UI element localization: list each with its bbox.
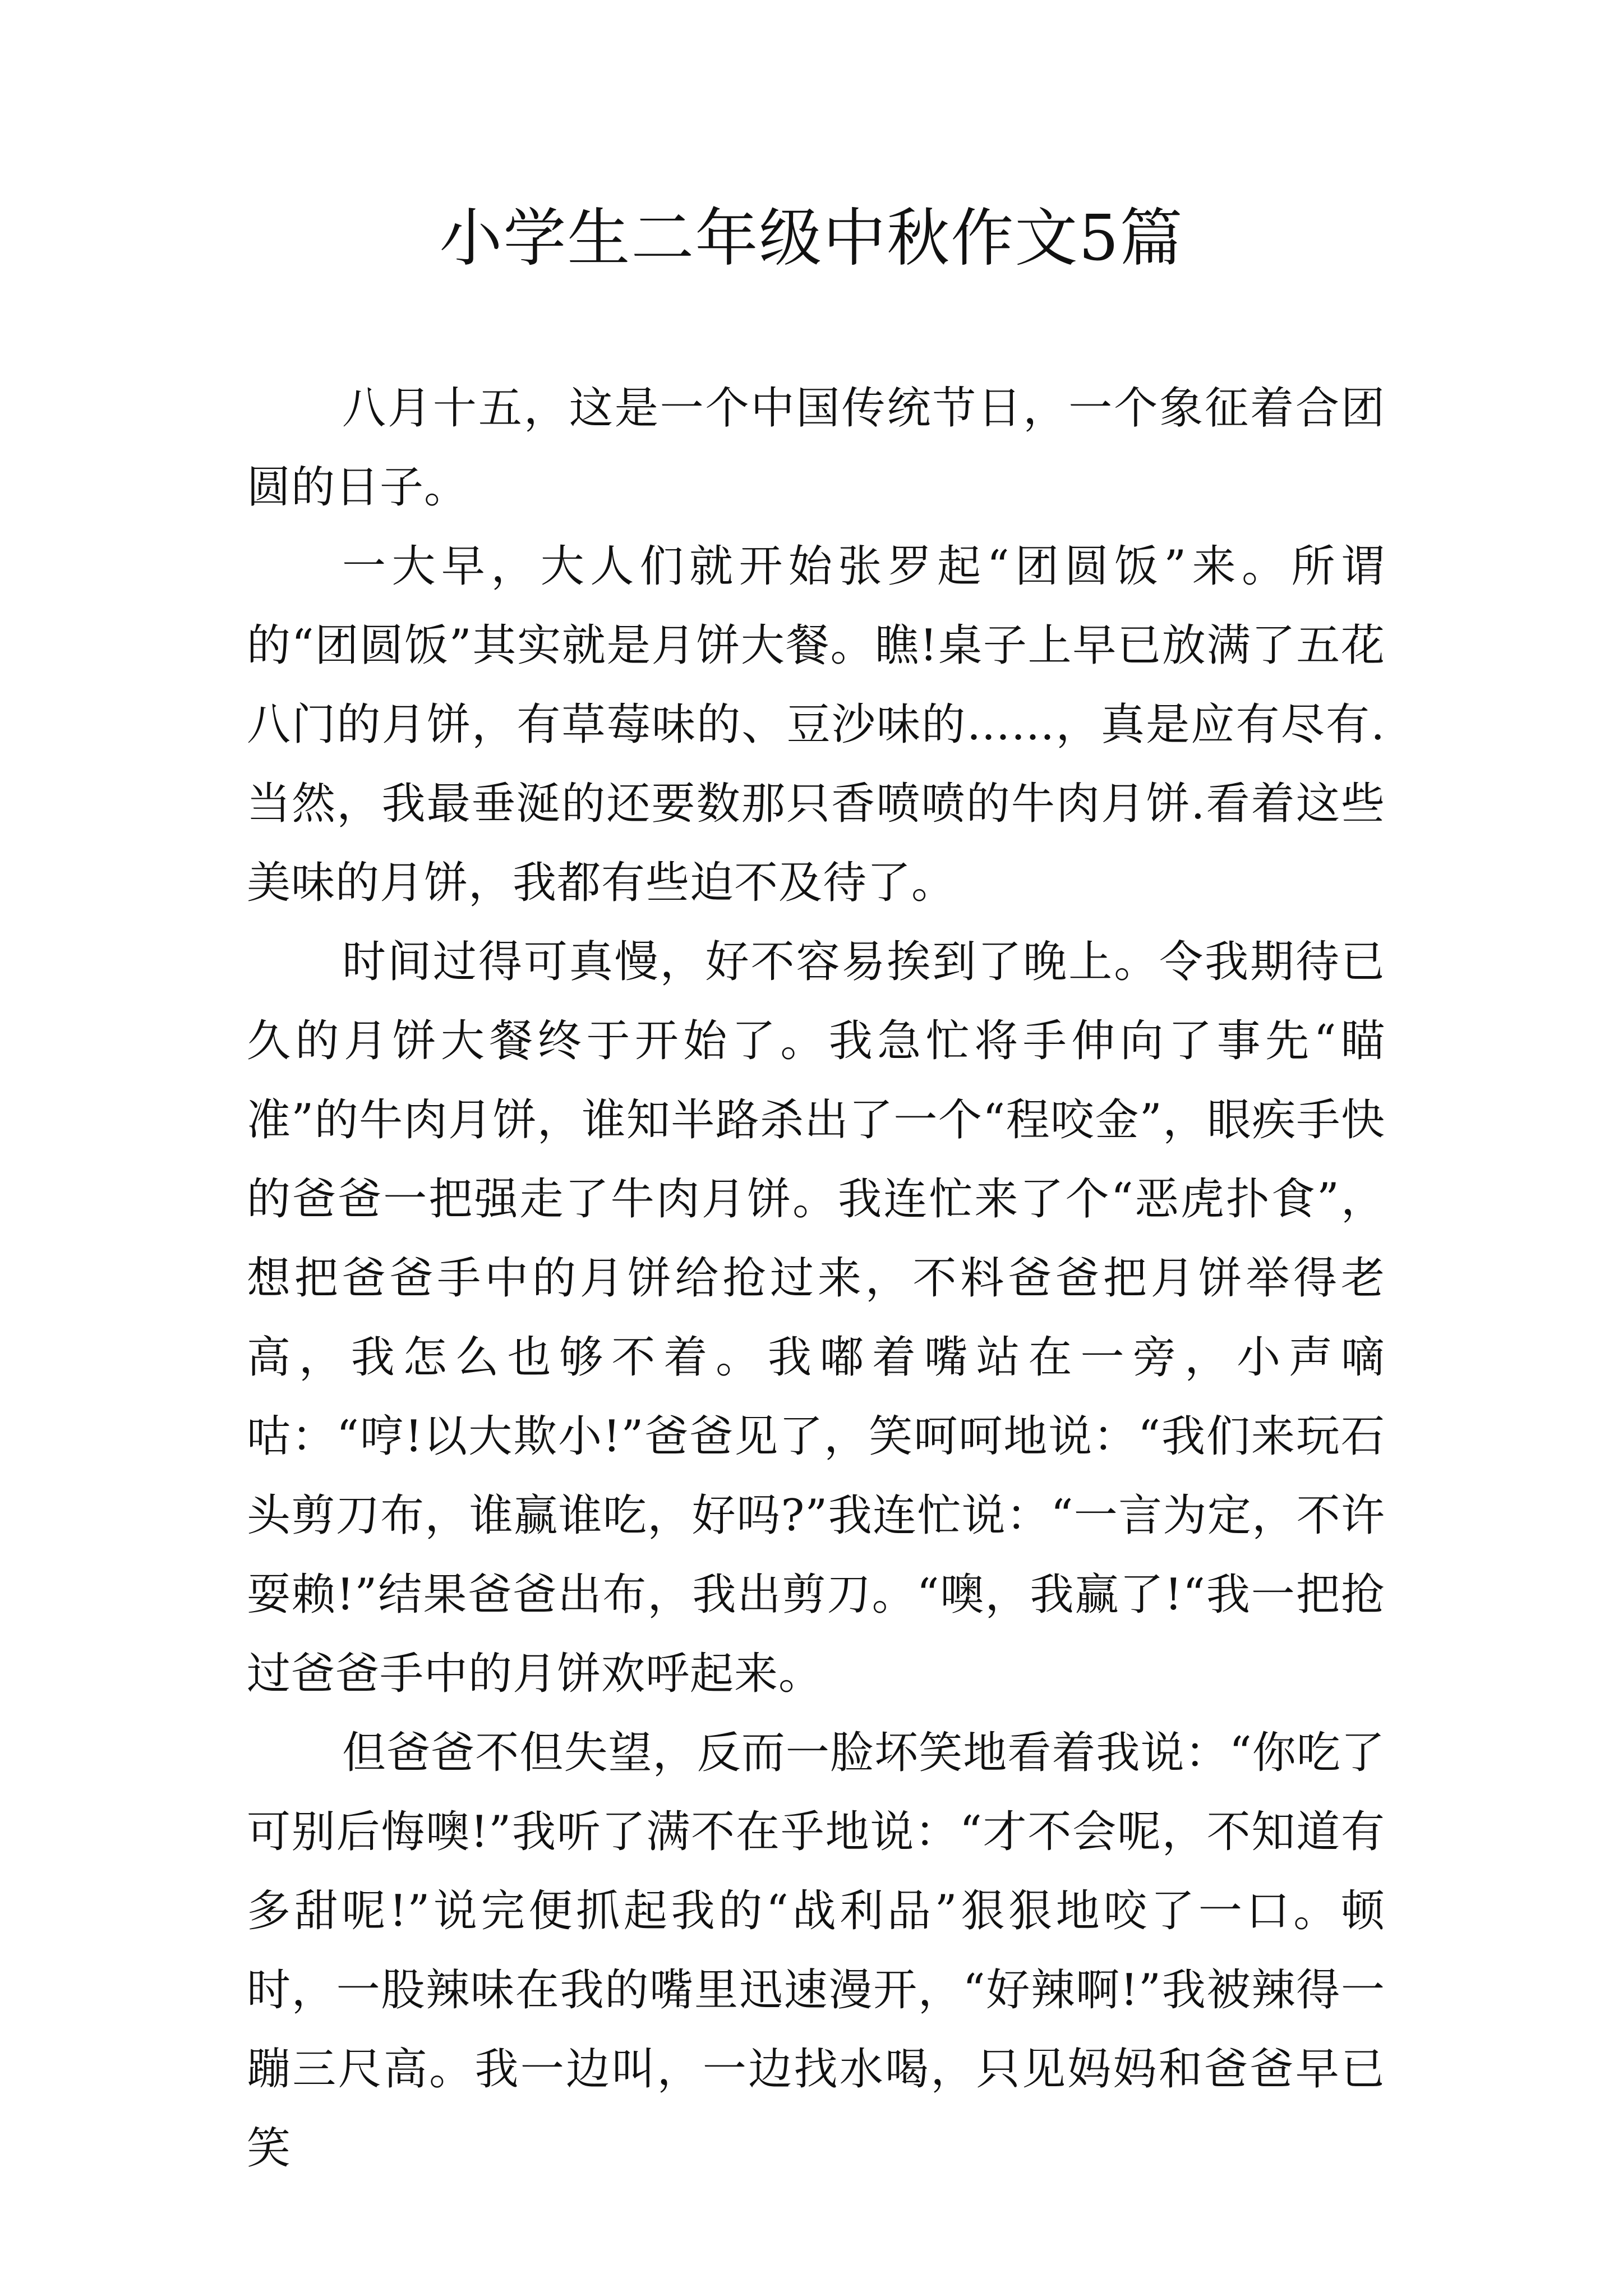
paragraph: 八月十五，这是一个中国传统节日，一个象征着合团圆的日子。 (247, 383, 1385, 513)
document-body (247, 369, 1385, 2188)
paragraph: 时间过得可真慢，好不容易挨到了晚上。令我期待已久的月饼大餐终于开始了。我急忙将手伸向了事先“瞄准”的牛肉月饼，谁知半路杀出了一个“程咬金”，眼疾手快的爸爸一把强走了牛肉月饼。我连忙来了个“恶虎扑食”，想把爸爸手中的月饼给抢过来，不料爸爸把月饼举得老高，我怎么也够不着。我嘟着嘴站在一旁，小声嘀咕：“哼!以大欺小!”爸爸见了，笑呵呵地说：“我们来玩石头剪刀布，谁赢谁吃，好吗?”我连忙说：“一言为定，不许耍赖!”结果爸爸出布，我出剪刀。“噢，我赢了!“我一把抢过爸爸手中的月饼欢呼起来。 (247, 937, 1385, 1699)
paragraph: 但爸爸不但失望，反而一脸坏笑地看着我说：“你吃了可别后悔噢!”我听了满不在乎地说：“才不会呢，不知道有多甜呢!”说完便抓起我的“战利品”狠狠地咬了一口。顿时，一股辣味在我的嘴里迅速漫开，“好辣啊!”我被辣得一蹦三尺高。我一边叫，一边找水喝，只见妈妈和爸爸早已笑 (247, 1728, 1385, 2174)
document-title: 小学生二年级中秋作文5篇 (439, 202, 1184, 275)
paragraph: 一大早，大人们就开始张罗起“团圆饭”来。所谓的“团圆饭”其实就是月饼大餐。瞧!桌子上早已放满了五花八门的月饼，有草莓味的、豆沙味的……，真是应有尽有.当然，我最垂涎的还要数那只香喷喷的牛肉月饼.看着这些美味的月饼，我都有些迫不及待了。 (247, 541, 1385, 908)
